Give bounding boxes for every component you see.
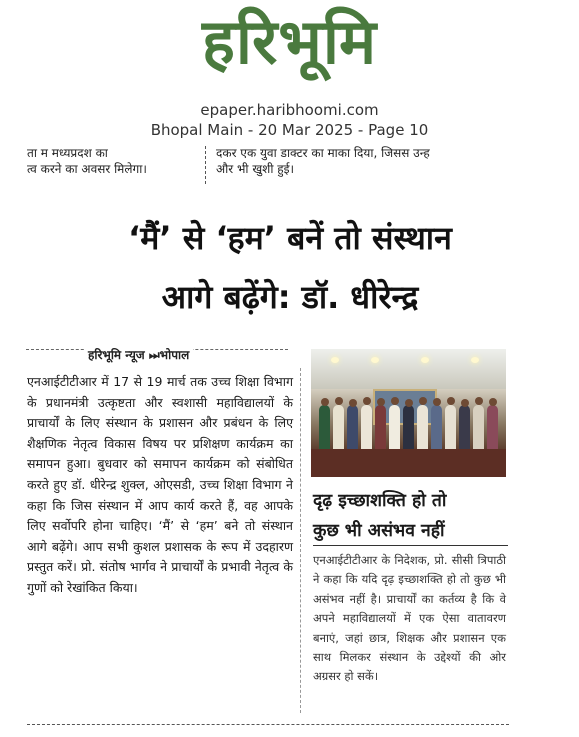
person: [333, 405, 344, 455]
snippet-line: ता म मध्यप्रदश का: [27, 146, 108, 160]
masthead-logo: हरिभूमि: [201, 5, 378, 78]
column-divider: [205, 146, 206, 184]
ceiling-light-icon: [331, 357, 339, 363]
sidebar-rule: [313, 545, 508, 546]
ceiling-light-icon: [421, 357, 429, 363]
headline-line-2: आगे बढ़ेंगे: डॉ. धीरेन्द्र: [161, 278, 419, 316]
article-body: एनआईटीटीआर में 17 से 19 मार्च तक उच्च शिक्षा विभाग के प्रधानमंत्री उत्कृष्टता और स्वशासी महाविद्यालयों के प्राचार्यों के लिए संस्थान के प्रशासन और प्रबंधन के लिए शैक्षणिक नेतृत्व विकास विषय पर प्रशिक्षण कार्यक्रम का समापन हुआ। बुधवार को समापन कार्यक्रम को संबोधित करते हुए डॉ. धीरेन्द्र शुक्ल, ओएसडी, उच्च शिक्षा विभाग ने कहा कि जिस संस्थान में आप कार्य करते हैं, वह आपके लिए सर्वोपरि होना चाहिए। ‘मैं’ से ‘हम’ बने तो संस्थान आगे बढ़ेंगे। आप सभी कुशल प्रशासक के रूप में उदहारण प्रस्तुत करें। प्रो. संतोष भार्गव ने प्राचार्यों के प्रभावी नेतृत्व के गुणों को रेखांकित किया।: [27, 374, 293, 595]
snippet-line: त्व करने का अवसर मिलेगा।: [27, 162, 147, 176]
person: [361, 405, 372, 455]
person-head: [335, 397, 343, 405]
headline-line-1: ‘मैं’ से ‘हम’ बनें तो संस्थान: [128, 219, 452, 257]
person-head: [433, 398, 441, 406]
photo-ceiling: [311, 349, 506, 389]
person-head: [405, 399, 413, 407]
person-head: [363, 397, 371, 405]
person: [473, 405, 484, 455]
column-separator: [300, 368, 301, 713]
person: [403, 405, 414, 455]
person: [347, 405, 358, 455]
previous-article-snippet-right: [216, 145, 516, 177]
person: [445, 405, 456, 455]
previous-article-snippet-left: [27, 145, 197, 177]
person: [431, 405, 442, 455]
person: [487, 405, 498, 455]
person-head: [419, 397, 427, 405]
person-head: [447, 397, 455, 405]
sidebar-subheadline-line-1: दृढ़ इच्छाशक्ति हो तो: [313, 491, 447, 511]
ceiling-light-icon: [371, 357, 379, 363]
person: [389, 405, 400, 455]
sidebar-subheadline-line-2: कुछ भी असंभव नहीं: [313, 521, 445, 541]
ceiling-light-icon: [471, 357, 479, 363]
snippet-line: और भी खुशी हुई।: [216, 162, 295, 176]
person-head: [391, 397, 399, 405]
event-group-photo: [311, 349, 506, 477]
source-url: epaper.haribhoomi.com: [200, 101, 379, 119]
person: [375, 405, 386, 455]
sidebar-body: एनआईटीटीआर के निदेशक, प्रो. सीसी त्रिपाठी ने कहा कि यदि दृढ़ इच्छाशक्ति हो तो कुछ भी असंभव नहीं है। प्राचार्यों का कर्तव्य है कि वे अपने महाविद्यालयों में एक ऐसा वातावरण बनाएं, जहां छात्र, शिक्षक और प्रशासन एक साथ मिलकर संस्थान के उद्देश्यों की ओर अग्रसर हो सकें।: [313, 553, 506, 684]
person-head: [377, 398, 385, 406]
person-head: [489, 398, 497, 406]
byline: हरिभूमि न्यूज ⏭भोपाल: [84, 346, 193, 363]
person: [417, 405, 428, 455]
person-head: [321, 398, 329, 406]
conference-table: [311, 449, 506, 477]
person-head: [349, 399, 357, 407]
snippet-line: दकर एक युवा डाक्टर का माका दिया, जिसस उन्ह: [216, 146, 430, 160]
person-head: [461, 399, 469, 407]
person-head: [475, 397, 483, 405]
edition-info: Bhopal Main - 20 Mar 2025 - Page 10: [150, 121, 429, 139]
person: [459, 405, 470, 455]
person: [319, 405, 330, 455]
bottom-dashed-rule: [27, 724, 509, 725]
